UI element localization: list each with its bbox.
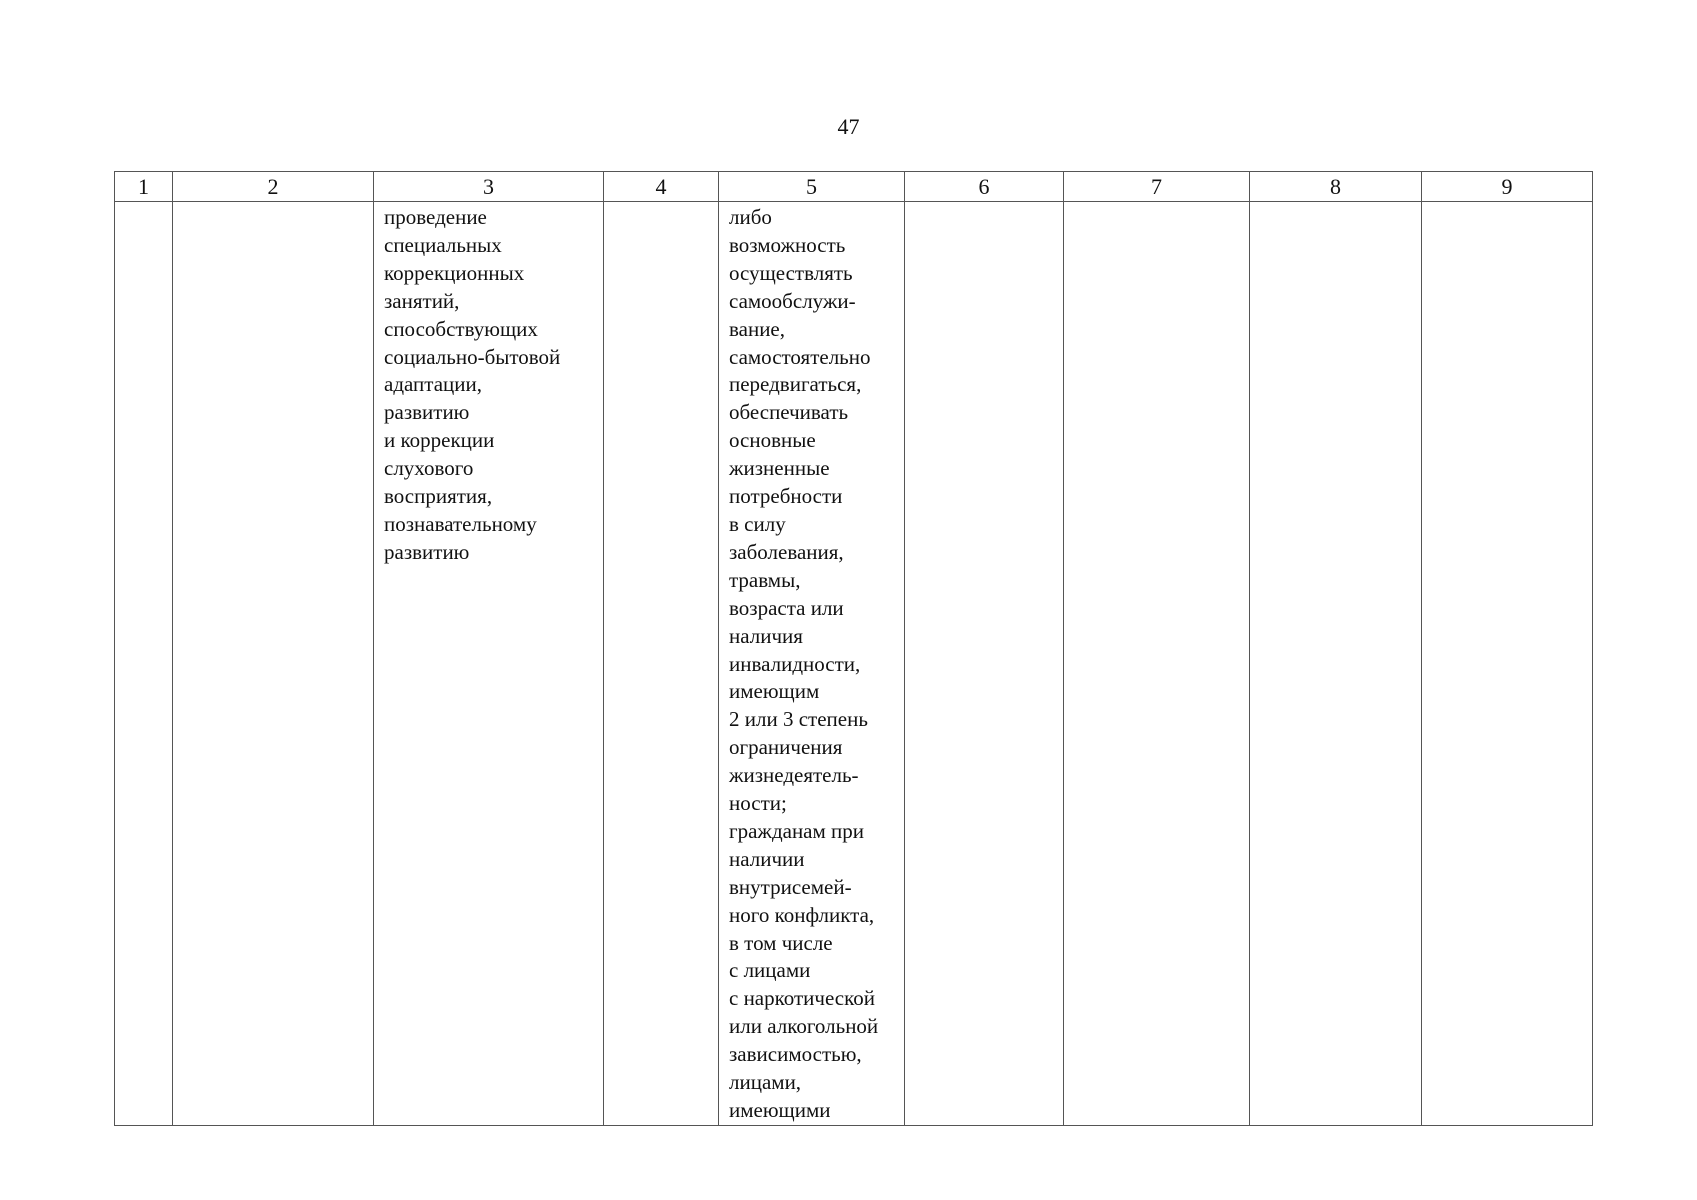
cell-col-1 [115, 202, 173, 1126]
column-header-3: 3 [374, 172, 604, 202]
cell-text-line: 2 или 3 степень [729, 707, 868, 732]
column-header-6: 6 [905, 172, 1064, 202]
cell-text-line: занятий, [384, 288, 460, 313]
cell-text-line: травмы, [729, 567, 801, 592]
cell-text-line: гражданам при [729, 818, 865, 843]
cell-text-line: лицами, [729, 1070, 802, 1095]
table-row [115, 202, 1593, 1126]
cell-text-line: ного конфликта, [729, 902, 875, 927]
cell-col-7 [1064, 202, 1250, 1126]
cell-text-line: ности; [729, 791, 787, 816]
cell-text-line: самообслужи- [729, 288, 856, 313]
cell-col-4 [604, 202, 719, 1126]
cell-text-line: социально-бытовой [384, 344, 561, 369]
cell-text-line: проведение [384, 205, 487, 229]
page-number: 47 [837, 114, 860, 139]
cell-text-line: наличия [729, 623, 803, 648]
cell-text-line: либо [729, 205, 772, 229]
column-header-5: 5 [719, 172, 905, 202]
cell-text-line: или алкогольной [729, 1014, 879, 1039]
cell-text-line: с лицами [729, 958, 811, 983]
cell-text-line: способствующих [384, 316, 538, 341]
cell-col-5 [719, 202, 905, 1126]
cell-text-line: самостоятельно [729, 344, 871, 369]
cell-text-line: развитию [384, 539, 470, 564]
cell-text-line: познавательному [384, 511, 537, 536]
cell-text-line: обеспечивать [729, 400, 849, 425]
cell-text-line: возраста или [729, 595, 844, 620]
cell-col-2 [173, 202, 374, 1126]
cell-col-3 [374, 202, 604, 1126]
col5-text [719, 202, 904, 1125]
column-header-7: 7 [1064, 172, 1250, 202]
cell-text-line: внутрисемей- [729, 874, 852, 899]
header-row [115, 172, 1593, 202]
cell-col-8 [1250, 202, 1422, 1126]
cell-text-line: коррекционных [384, 260, 525, 285]
cell-text-line: и коррекции [384, 428, 495, 453]
column-header-8: 8 [1250, 172, 1422, 202]
cell-text-line: восприятия, [384, 484, 493, 509]
cell-text-line: в силу [729, 511, 786, 536]
cell-col-6 [905, 202, 1064, 1126]
cell-text-line: осуществлять [729, 260, 853, 285]
cell-text-line: специальных [384, 232, 502, 257]
column-header-1: 1 [115, 172, 173, 202]
cell-text-line: в том числе [729, 930, 833, 955]
cell-text-line: заболевания, [729, 539, 844, 564]
cell-text-line: развитию [384, 400, 470, 425]
column-header-4: 4 [604, 172, 719, 202]
cell-text-line: основные [729, 428, 816, 453]
cell-text-line: с наркотической [729, 986, 876, 1011]
cell-text-line: имеющим [729, 679, 820, 704]
cell-text-line: адаптации, [384, 372, 483, 397]
cell-text-line: жизненные [729, 456, 830, 481]
column-header-9: 9 [1422, 172, 1593, 202]
cell-text-line: слухового [384, 456, 474, 481]
col3-text [374, 202, 603, 567]
cell-text-line: ограничения [729, 735, 843, 760]
cell-text-line: передвигаться, [729, 372, 862, 397]
cell-text-line: вание, [729, 316, 786, 341]
cell-col-9 [1422, 202, 1593, 1126]
cell-text-line: потребности [729, 484, 843, 509]
cell-text-line: наличии [729, 846, 805, 871]
cell-text-line: зависимостью, [729, 1042, 862, 1067]
document-table [114, 171, 1593, 1126]
cell-text-line: жизнедеятель- [729, 763, 859, 788]
column-header-2: 2 [173, 172, 374, 202]
cell-text-line: инвалидности, [729, 651, 861, 676]
cell-text-line: имеющими [729, 1098, 831, 1122]
cell-text-line: возможность [729, 232, 846, 257]
